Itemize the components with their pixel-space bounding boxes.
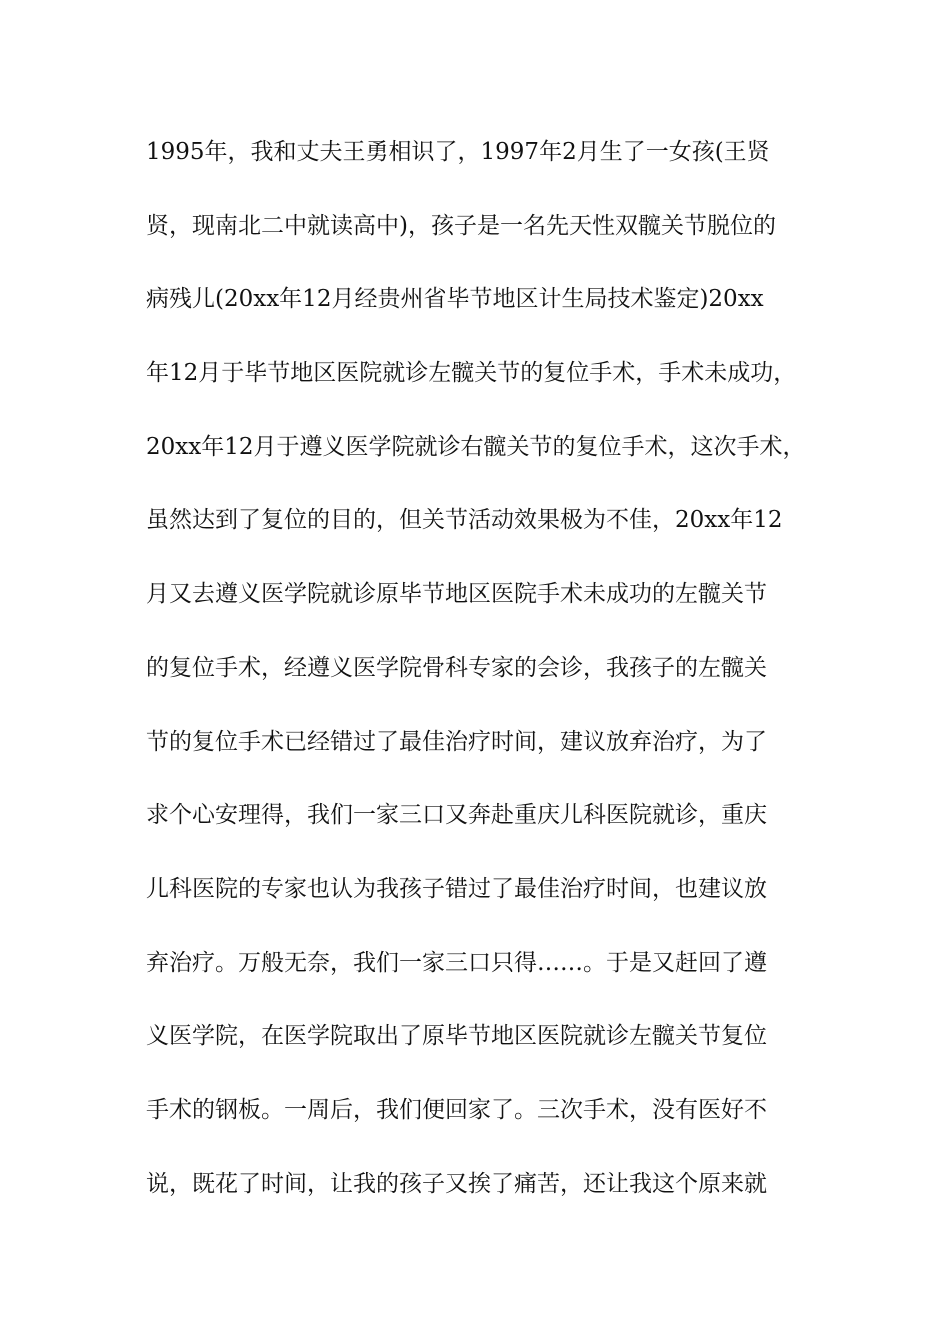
text-line: 年12月于毕节地区医院就诊左髋关节的复位手术，手术未成功， [146,360,797,387]
text-line: 求个心安理得，我们一家三口又奔赴重庆儿科医院就诊，重庆 [146,802,767,829]
text-line: 虽然达到了复位的目的，但关节活动效果极为不佳，20xx年12 [146,507,783,534]
text-line: 节的复位手术已经错过了最佳治疗时间，建议放弃治疗，为了 [146,728,767,755]
text-line: 20xx年12月于遵义医学院就诊右髋关节的复位手术，这次手术， [146,433,806,460]
text-line: 弃治疗。万般无奈，我们一家三口只得……。于是又赶回了遵 [146,949,767,976]
text-line: 手术的钢板。一周后，我们便回家了。三次手术，没有医好不 [146,1096,767,1123]
text-line: 的复位手术，经遵义医学院骨科专家的会诊，我孩子的左髋关 [146,654,767,681]
text-line: 说，既花了时间，让我的孩子又挨了痛苦，还让我这个原来就 [146,1170,767,1197]
body-paragraph [146,128,846,1233]
text-line: 儿科医院的专家也认为我孩子错过了最佳治疗时间，也建议放 [146,875,767,902]
text-line: 贤，现南北二中就读高中)，孩子是一名先天性双髋关节脱位的 [146,212,776,239]
text-line: 病残儿(20xx年12月经贵州省毕节地区计生局技术鉴定)20xx [146,286,764,313]
text-line: 义医学院，在医学院取出了原毕节地区医院就诊左髋关节复位 [146,1023,767,1050]
text-line: 月又去遵义医学院就诊原毕节地区医院手术未成功的左髋关节 [146,581,767,608]
text-line: 1995年，我和丈夫王勇相识了，1997年2月生了一女孩(王贤 [146,139,770,165]
